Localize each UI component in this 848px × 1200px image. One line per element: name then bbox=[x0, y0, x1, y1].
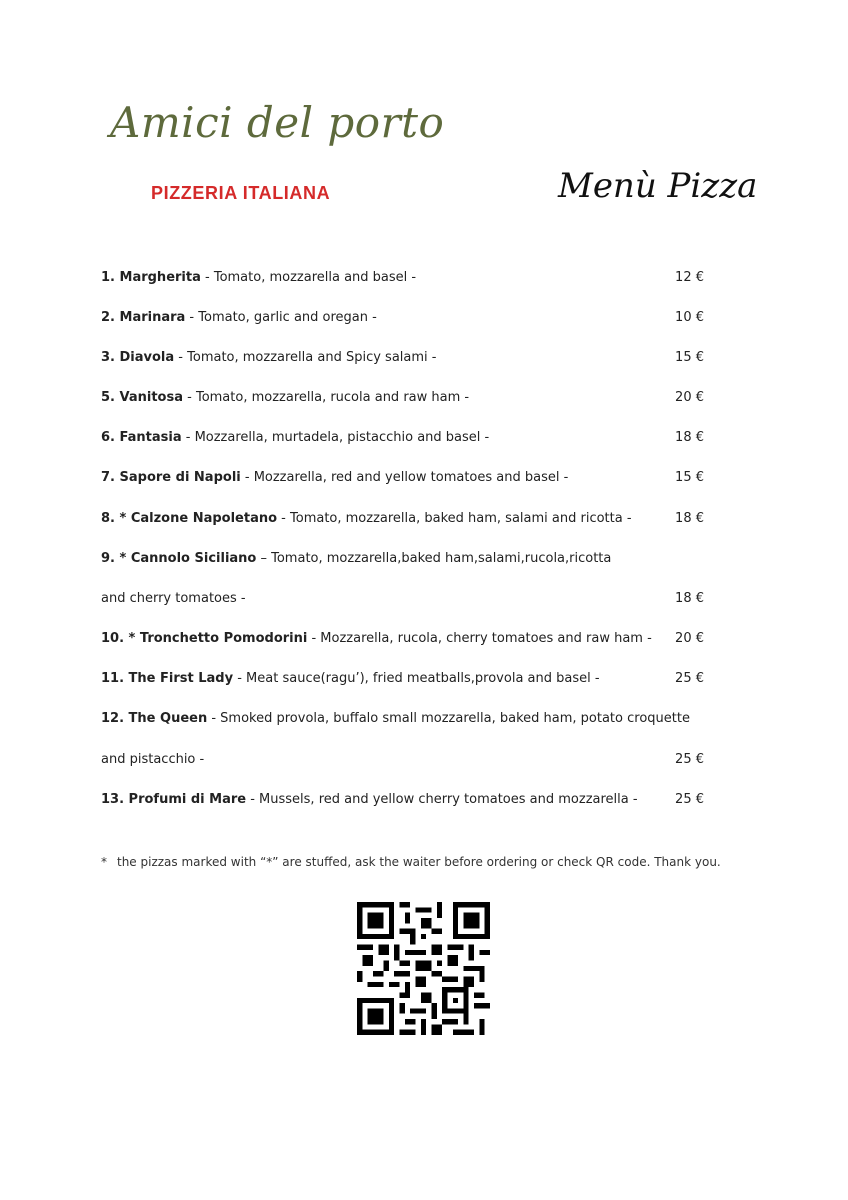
item-name: 11. The First Lady bbox=[101, 671, 234, 686]
item-desc: - Mozzarella, murtadela, pistacchio and basel - bbox=[181, 430, 490, 445]
item-name: 3. Diavola bbox=[101, 350, 175, 365]
menu-item bbox=[101, 547, 704, 571]
menu-item bbox=[101, 667, 704, 691]
item-name: 12. The Queen bbox=[101, 711, 208, 726]
menu-item bbox=[101, 466, 704, 490]
menu-title: Menù Pizza bbox=[558, 166, 758, 206]
menu-item bbox=[101, 707, 704, 731]
menu-item bbox=[101, 306, 704, 330]
item-desc: - Mussels, red and yellow cherry tomatoes and mozzarella - bbox=[246, 792, 638, 807]
item-name: 8. * Calzone Napoletano bbox=[101, 511, 278, 526]
item-price: 15 € bbox=[675, 350, 704, 365]
item-desc: - Mozzarella, red and yellow tomatoes and basel - bbox=[240, 470, 569, 485]
item-price: 25 € bbox=[675, 671, 704, 686]
item-price: 25 € bbox=[675, 792, 704, 807]
item-desc: - Tomato, mozzarella, baked ham, salami and ricotta - bbox=[277, 511, 632, 526]
item-name: 6. Fantasia bbox=[101, 430, 182, 445]
item-desc-continued: and cherry tomatoes - bbox=[101, 591, 246, 606]
item-price: 12 € bbox=[675, 270, 704, 285]
brand-subtitle: PIZZERIA ITALIANA bbox=[151, 183, 331, 203]
item-name: 1. Margherita bbox=[101, 270, 201, 285]
item-desc: - Tomato, mozzarella, rucola and raw ham - bbox=[183, 390, 470, 405]
item-price: 18 € bbox=[675, 430, 704, 445]
item-desc: - Tomato, garlic and oregan - bbox=[185, 310, 377, 325]
item-desc: – Tomato, mozzarella,baked ham,salami,rucola,ricotta bbox=[256, 551, 612, 566]
item-desc: - Tomato, mozzarella and Spicy salami - bbox=[174, 350, 437, 365]
menu-item-continued bbox=[101, 587, 704, 611]
item-price: 15 € bbox=[675, 470, 704, 485]
menu-item-continued bbox=[101, 748, 704, 772]
item-desc: - Meat sauce(ragu’), fried meatballs,provola and basel - bbox=[233, 671, 600, 686]
item-price: 20 € bbox=[675, 390, 704, 405]
menu-item bbox=[101, 507, 704, 531]
asterisk-icon: * bbox=[101, 855, 107, 869]
menu-item bbox=[101, 788, 704, 812]
item-price: 18 € bbox=[675, 511, 704, 526]
footnote bbox=[101, 855, 721, 869]
item-name: 2. Marinara bbox=[101, 310, 186, 325]
item-name: 5. Vanitosa bbox=[101, 390, 183, 405]
item-name: 9. * Cannolo Siciliano bbox=[101, 551, 257, 566]
qr-code-icon[interactable] bbox=[357, 902, 490, 1035]
brand-name: Amici del porto bbox=[110, 98, 445, 147]
item-desc-continued: and pistacchio - bbox=[101, 752, 205, 767]
item-name: 7. Sapore di Napoli bbox=[101, 470, 241, 485]
item-desc: - Mozzarella, rucola, cherry tomatoes and raw ham - bbox=[307, 631, 652, 646]
menu-item bbox=[101, 346, 704, 370]
menu-item bbox=[101, 426, 704, 450]
item-desc: - Tomato, mozzarella and basel - bbox=[200, 270, 417, 285]
item-desc: - Smoked provola, buffalo small mozzarella, baked ham, potato croquette bbox=[207, 711, 690, 726]
item-price: 18 € bbox=[675, 591, 704, 606]
menu-item bbox=[101, 627, 704, 651]
menu-item bbox=[101, 386, 704, 410]
menu-item bbox=[101, 266, 704, 290]
item-price: 25 € bbox=[675, 752, 704, 767]
item-name: 10. * Tronchetto Pomodorini bbox=[101, 631, 308, 646]
item-price: 10 € bbox=[675, 310, 704, 325]
item-price: 20 € bbox=[675, 631, 704, 646]
item-name: 13. Profumi di Mare bbox=[101, 792, 247, 807]
footnote-text: the pizzas marked with “*” are stuffed, ask the waiter before ordering or check QR code. Thank you. bbox=[117, 855, 721, 869]
